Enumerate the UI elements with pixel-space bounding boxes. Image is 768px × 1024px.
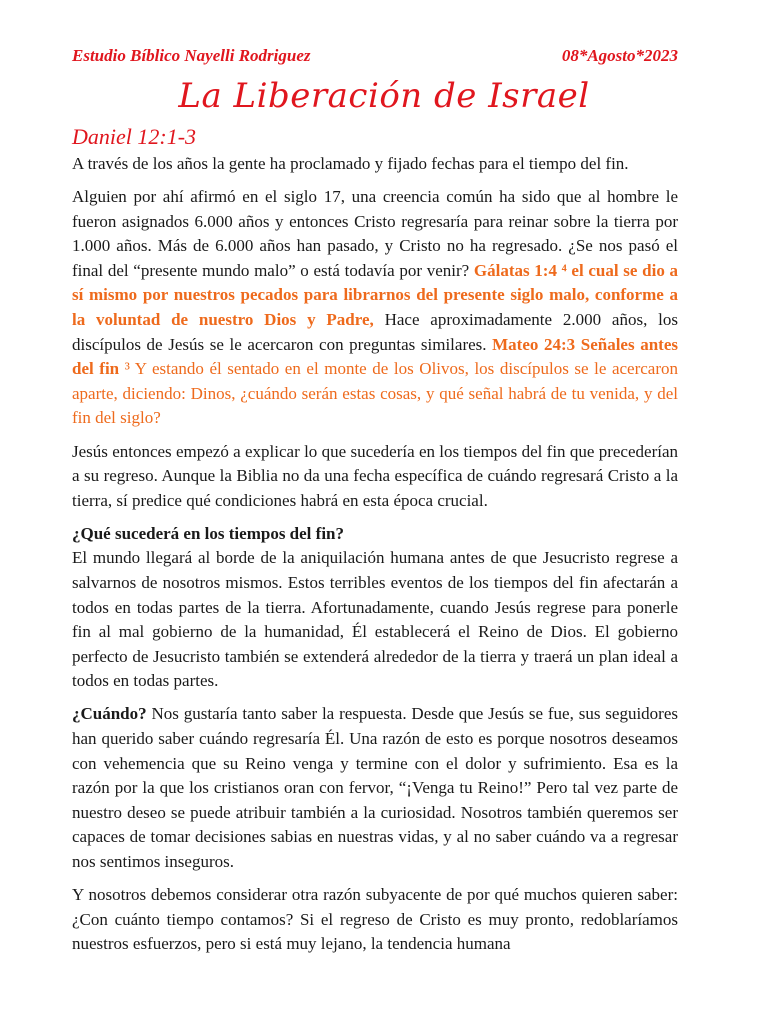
mateo-quote: ³ Y estando él sentado en el monte de los Olivos, los discípulos se le acercaron aparte, diciendo: Dinos, ¿cuándo serán estas cosas, y qué señal habrá de tu venida, y del fin del siglo? xyxy=(72,359,678,428)
paragraph-history xyxy=(72,185,678,431)
author-label: Estudio Bíblico Nayelli Rodriguez xyxy=(72,46,311,65)
paragraph-history-text: Alguien por ahí afirmó en el siglo 17, una creencia común ha sido que al hombre le fueron asignados 6.000 años y entonces Cristo regresaría para reinar sobre la tierra por 1.000 años. Más de 6.000 años han pasado, y Cristo no ha regresado. ¿Se nos pasó el final del “presente mundo malo” o está todavía por venir? xyxy=(72,187,678,280)
date-label: 08*Agosto*2023 xyxy=(561,46,678,65)
section-heading: ¿Qué sucederá en los tiempos del fin? xyxy=(72,523,344,543)
when-lead: ¿Cuándo? xyxy=(72,704,147,724)
galatas-quote: Gálatas 1:4 ⁴ el cual se dio a sí mismo por nuestros pecados para librarnos del presente siglo malo, conforme a la voluntad de nuestro Dios y Padre, xyxy=(72,260,679,330)
paragraph-history-text-2: Hace aproximadamente 2.000 años, los discípulos de Jesús se le acercaron con preguntas similares. xyxy=(72,310,678,354)
when-text: Nos gustaría tanto saber la respuesta. Desde que Jesús se fue, sus seguidores han querido saber cuándo regresaría Él. Una razón de esto es porque nosotros deseamos con vehemencia que su Reino venga y termine con el dolor y sufrimiento. Esa es la razón por la que los cristianos oran con fervor, “¡Venga tu Reino!” Pero tal vez parte de nuestro deseo se puede atribuir también a la curiosidad. Nosotros también queremos ser capaces de tomar decisiones sabias en nuestras vidas, y al no saber cuándo va a regresar nos sentimos inseguros. xyxy=(72,704,678,872)
paragraph-when xyxy=(72,702,678,874)
paragraph-end-times: El mundo llegará al borde de la aniquilación humana antes de que Jesucristo regrese a salvarnos de nosotros mismos. Estos terribles eventos de los tiempos del fin afectarán a todos en todas partes de la tierra. Afortunadamente, cuando Jesús regrese para ponerle fin al mal gobierno de la humanidad, Él establecerá el Reino de Dios. El gobierno perfecto de Jesucristo también se extenderá alrededor de la tierra y traerá un plan ideal a todos en todas partes. xyxy=(72,548,678,691)
document-title: La Liberación de Israel xyxy=(178,76,590,116)
document-body xyxy=(72,152,678,965)
paragraph-jesus: Jesús entonces empezó a explicar lo que sucedería en los tiempos del fin que precederían a su regreso. Aunque la Biblia no da una fecha específica de cuándo regresará Cristo a la tierra, sí predice qué condiciones habrá en esta época crucial. xyxy=(72,441,678,510)
paragraph-intro: A través de los años la gente ha proclamado y fijado fechas para el tiempo del fin. xyxy=(72,154,629,173)
mateo-heading: Mateo 24:3 Señales antes del fin xyxy=(72,334,678,379)
document-header xyxy=(72,46,678,66)
paragraph-reason: Y nosotros debemos considerar otra razón subyacente de por qué muchos quieren saber: ¿Con cuánto tiempo contamos? Si el regreso de Cristo es muy pronto, redoblaríamos nuestros esfuerzos, pero si está muy lejano, la tendencia humana xyxy=(72,885,678,954)
scripture-reference: Daniel 12:1-3 xyxy=(72,124,197,149)
